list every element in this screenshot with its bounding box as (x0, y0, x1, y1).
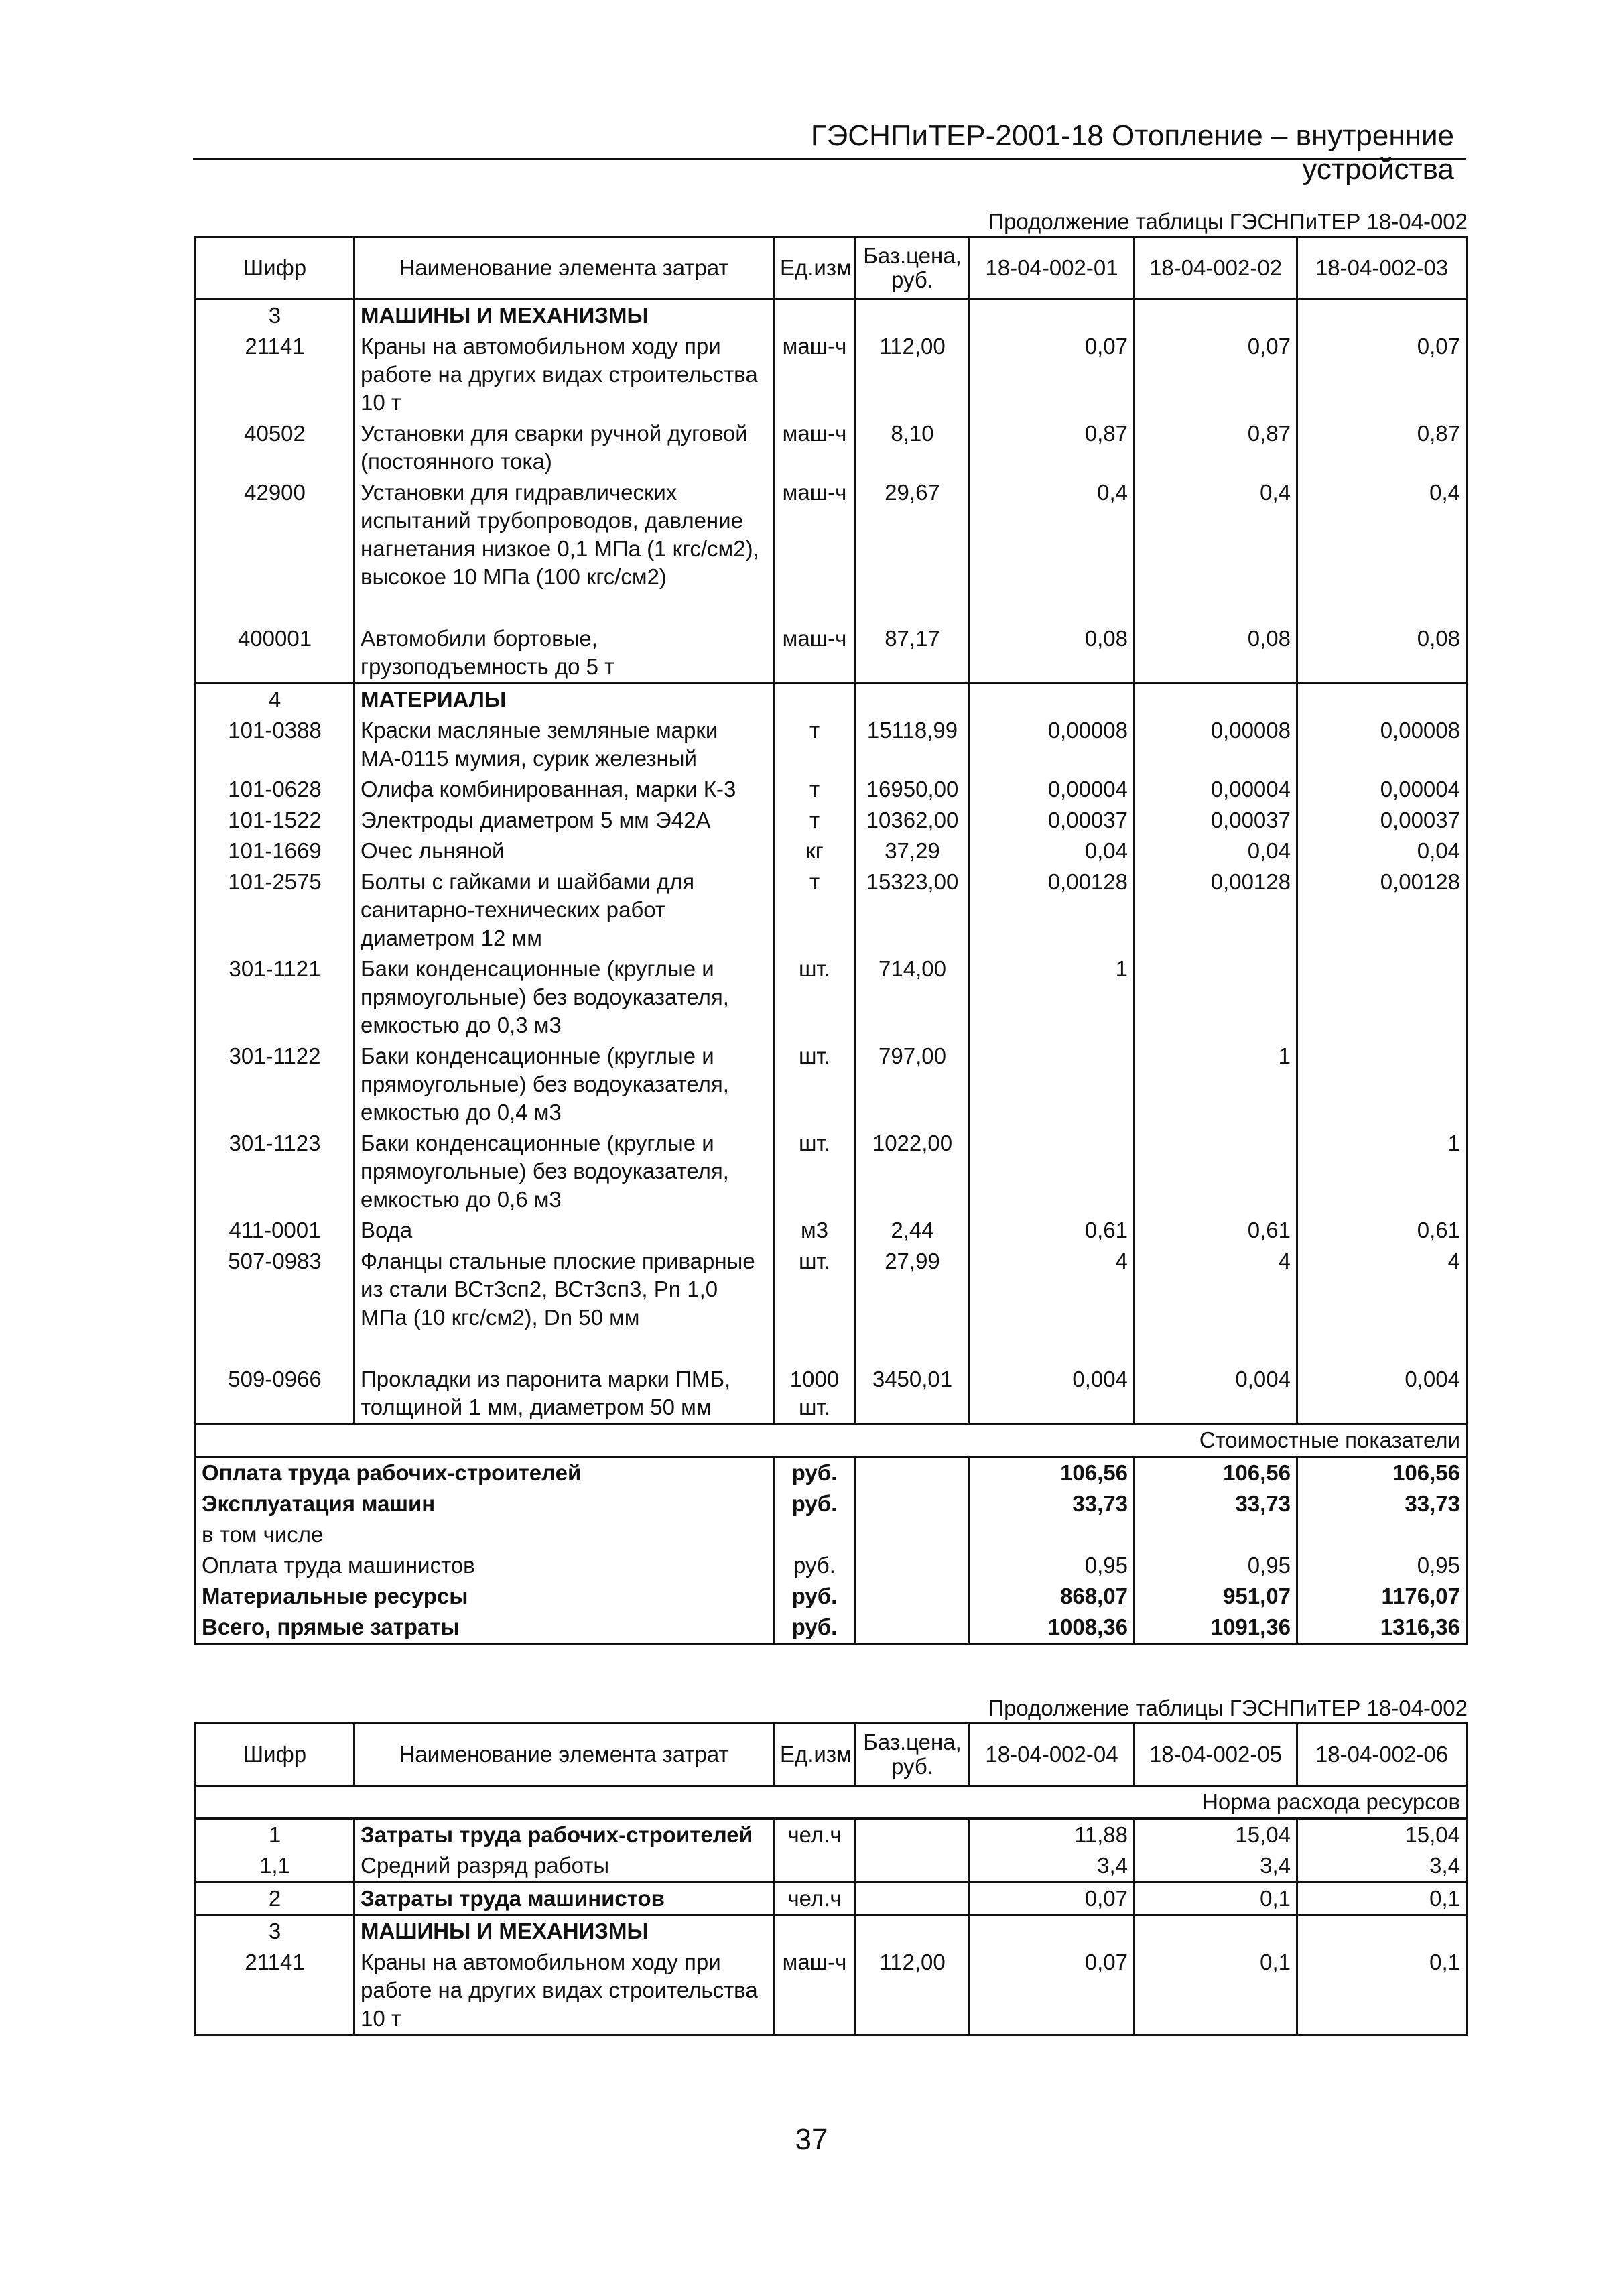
column-header-price: Баз.цена, руб. (856, 1724, 970, 1786)
row-price: 15118,99 (856, 715, 970, 774)
row-price (856, 1915, 970, 1948)
row-price: 29,67 (856, 477, 970, 592)
row-value-2: 4 (1134, 1246, 1297, 1333)
cost-indicators-row (196, 1424, 1467, 1457)
row-name: Краны на автомобильном ходу при работе на других видах строительства 10 т (354, 331, 774, 418)
row-value-1: 0,07 (970, 1947, 1134, 2035)
row-value-2: 0,1 (1134, 1947, 1297, 2035)
column-header-col1: 18-04-002-04 (970, 1724, 1134, 1786)
summary-value-1: 33,73 (970, 1488, 1134, 1519)
column-header-unit: Ед.изм (774, 1724, 856, 1786)
summary-value-2: 1091,36 (1134, 1612, 1297, 1644)
row-price: 10362,00 (856, 805, 970, 836)
row-value-2: 0,08 (1134, 623, 1297, 684)
row-name: МАШИНЫ И МЕХАНИЗМЫ (354, 1915, 774, 1948)
table-row (196, 331, 1467, 418)
row-price (856, 1883, 970, 1915)
row-code: 21141 (196, 331, 354, 418)
row-value-3 (1297, 954, 1467, 1041)
row-value-2 (1134, 1128, 1297, 1215)
table-row (196, 477, 1467, 592)
row-value-2: 0,1 (1134, 1883, 1297, 1915)
row-code: 101-0388 (196, 715, 354, 774)
summary-value-2 (1134, 1519, 1297, 1550)
row-name: МАШИНЫ И МЕХАНИЗМЫ (354, 300, 774, 332)
row-unit: шт. (774, 1128, 856, 1215)
row-value-1 (970, 1041, 1134, 1128)
row-value-3 (1297, 300, 1467, 332)
row-code: 411-0001 (196, 1215, 354, 1246)
row-value-2 (1134, 954, 1297, 1041)
summary-value-3: 1176,07 (1297, 1581, 1467, 1612)
summary-row (196, 1519, 1467, 1550)
table-row (196, 300, 1467, 332)
column-header-col3: 18-04-002-03 (1297, 237, 1467, 300)
row-value-1: 0,00128 (970, 867, 1134, 954)
table-row (196, 836, 1467, 867)
row-value-2 (1134, 300, 1297, 332)
row-code: 3 (196, 1915, 354, 1948)
summary-value-3: 1316,36 (1297, 1612, 1467, 1644)
column-header-price: Баз.цена, руб. (856, 237, 970, 300)
norm-label: Норма расхода ресурсов (196, 1786, 1467, 1819)
row-code: 301-1122 (196, 1041, 354, 1128)
row-code: 1,1 (196, 1850, 354, 1883)
row-price (856, 300, 970, 332)
row-code: 101-1669 (196, 836, 354, 867)
resource-table-2 (194, 1722, 1468, 2036)
row-value-3: 0,1 (1297, 1883, 1467, 1915)
row-unit: шт. (774, 954, 856, 1041)
summary-price (856, 1550, 970, 1581)
row-price: 27,99 (856, 1246, 970, 1333)
row-name: Установки для гидравлических испытаний трубопроводов, давление нагнетания низкое 0,1 МПа (1 кгс/см2), высокое 10 МПа (100 кгс/см2) (354, 477, 774, 592)
row-unit: т (774, 805, 856, 836)
row-name: Болты с гайками и шайбами для санитарно-технических работ диаметром 12 мм (354, 867, 774, 954)
row-name: Фланцы стальные плоские приварные из стали ВСт3сп2, ВСт3сп3, Pn 1,0 МПа (10 кгс/см2), Dn 50 мм (354, 1246, 774, 1333)
summary-value-3: 33,73 (1297, 1488, 1467, 1519)
row-value-1: 0,00008 (970, 715, 1134, 774)
summary-unit: руб. (774, 1457, 856, 1489)
table-row (196, 1915, 1467, 1948)
row-value-3: 0,61 (1297, 1215, 1467, 1246)
row-code: 101-0628 (196, 774, 354, 805)
norm-row (196, 1786, 1467, 1819)
column-header-unit: Ед.изм (774, 237, 856, 300)
row-value-3: 0,87 (1297, 418, 1467, 477)
row-value-3: 0,4 (1297, 477, 1467, 592)
row-code: 301-1121 (196, 954, 354, 1041)
table-row (196, 1850, 1467, 1883)
row-value-1 (970, 1128, 1134, 1215)
row-name: Очес льняной (354, 836, 774, 867)
row-value-1: 0,004 (970, 1364, 1134, 1424)
summary-price (856, 1519, 970, 1550)
row-value-1: 0,4 (970, 477, 1134, 592)
table2-caption: Продолжение таблицы ГЭСНПиТЕР 18-04-002 (988, 1696, 1468, 1720)
row-value-3: 1 (1297, 1128, 1467, 1215)
row-name: Электроды диаметром 5 мм Э42А (354, 805, 774, 836)
row-value-3 (1297, 684, 1467, 716)
row-value-2: 0,00037 (1134, 805, 1297, 836)
row-value-1 (970, 684, 1134, 716)
row-name: Олифа комбинированная, марки К-3 (354, 774, 774, 805)
row-code: 101-2575 (196, 867, 354, 954)
row-value-1: 0,07 (970, 1883, 1134, 1915)
row-unit: шт. (774, 1246, 856, 1333)
row-value-1: 4 (970, 1246, 1134, 1333)
table1-caption: Продолжение таблицы ГЭСНПиТЕР 18-04-002 (988, 209, 1468, 234)
row-name: Установки для сварки ручной дуговой (постоянного тока) (354, 418, 774, 477)
table-row (196, 1947, 1467, 2035)
table-header-row (196, 1724, 1467, 1786)
row-value-1 (970, 1915, 1134, 1948)
row-value-2: 0,87 (1134, 418, 1297, 477)
row-price (856, 684, 970, 716)
row-code: 42900 (196, 477, 354, 592)
summary-price (856, 1457, 970, 1489)
table-row (196, 684, 1467, 716)
row-price: 37,29 (856, 836, 970, 867)
row-name: Автомобили бортовые, грузоподъемность до 5 т (354, 623, 774, 684)
row-code: 4 (196, 684, 354, 716)
row-value-3: 0,00008 (1297, 715, 1467, 774)
table-row (196, 867, 1467, 954)
summary-value-1: 868,07 (970, 1581, 1134, 1612)
row-value-3: 0,1 (1297, 1947, 1467, 2035)
row-name: Баки конденсационные (круглые и прямоугольные) без водоуказателя, емкостью до 0,4 м3 (354, 1041, 774, 1128)
row-value-2: 0,07 (1134, 331, 1297, 418)
row-value-1: 0,04 (970, 836, 1134, 867)
row-name: Средний разряд работы (354, 1850, 774, 1883)
row-value-1: 3,4 (970, 1850, 1134, 1883)
row-price: 15323,00 (856, 867, 970, 954)
summary-unit: руб. (774, 1612, 856, 1644)
resource-table-1 (194, 236, 1468, 1645)
row-value-1: 11,88 (970, 1819, 1134, 1851)
summary-value-2: 106,56 (1134, 1457, 1297, 1489)
table-row (196, 774, 1467, 805)
summary-row (196, 1581, 1467, 1612)
row-value-3 (1297, 1041, 1467, 1128)
table-header-row (196, 237, 1467, 300)
row-value-3 (1297, 1915, 1467, 1948)
cost-indicators-label: Стоимостные показатели (196, 1424, 1467, 1457)
row-value-3: 0,004 (1297, 1364, 1467, 1424)
row-value-1: 0,00004 (970, 774, 1134, 805)
row-unit (774, 684, 856, 716)
summary-name: Оплата труда рабочих-строителей (196, 1457, 774, 1489)
row-value-3: 0,07 (1297, 331, 1467, 418)
summary-price (856, 1488, 970, 1519)
row-name: МАТЕРИАЛЫ (354, 684, 774, 716)
column-header-name: Наименование элемента затрат (354, 1724, 774, 1786)
row-value-2: 0,004 (1134, 1364, 1297, 1424)
summary-unit: руб. (774, 1550, 856, 1581)
row-value-1: 0,00037 (970, 805, 1134, 836)
column-header-col2: 18-04-002-05 (1134, 1724, 1297, 1786)
row-code: 301-1123 (196, 1128, 354, 1215)
summary-value-1: 0,95 (970, 1550, 1134, 1581)
summary-name: в том числе (196, 1519, 774, 1550)
row-price: 112,00 (856, 1947, 970, 2035)
summary-row (196, 1488, 1467, 1519)
row-value-1: 0,08 (970, 623, 1134, 684)
table-row (196, 1364, 1467, 1424)
page-number: 37 (795, 2123, 828, 2156)
row-name: Краски масляные земляные марки МА-0115 мумия, сурик железный (354, 715, 774, 774)
summary-unit (774, 1519, 856, 1550)
row-unit: чел.ч (774, 1819, 856, 1851)
column-header-code: Шифр (196, 237, 354, 300)
row-code: 507-0983 (196, 1246, 354, 1333)
row-price: 2,44 (856, 1215, 970, 1246)
table-row (196, 954, 1467, 1041)
row-price: 714,00 (856, 954, 970, 1041)
summary-value-2: 951,07 (1134, 1581, 1297, 1612)
row-price: 16950,00 (856, 774, 970, 805)
column-header-col1: 18-04-002-01 (970, 237, 1134, 300)
row-value-1: 0,07 (970, 331, 1134, 418)
row-value-3: 0,08 (1297, 623, 1467, 684)
row-unit: маш-ч (774, 1947, 856, 2035)
table-row (196, 1041, 1467, 1128)
row-value-1: 0,61 (970, 1215, 1134, 1246)
row-unit: маш-ч (774, 477, 856, 592)
row-unit: т (774, 774, 856, 805)
row-value-2: 15,04 (1134, 1819, 1297, 1851)
table-row (196, 418, 1467, 477)
row-value-2: 0,00008 (1134, 715, 1297, 774)
row-unit: маш-ч (774, 418, 856, 477)
row-value-1: 1 (970, 954, 1134, 1041)
summary-name: Эксплуатация машин (196, 1488, 774, 1519)
row-value-3: 4 (1297, 1246, 1467, 1333)
summary-name: Материальные ресурсы (196, 1581, 774, 1612)
row-value-3: 3,4 (1297, 1850, 1467, 1883)
running-header: ГЭСНПиТЕР-2001-18 Отопление – внутренние устройства (810, 119, 1454, 186)
row-price: 112,00 (856, 331, 970, 418)
row-code: 101-1522 (196, 805, 354, 836)
row-price: 1022,00 (856, 1128, 970, 1215)
row-name: Баки конденсационные (круглые и прямоугольные) без водоуказателя, емкостью до 0,3 м3 (354, 954, 774, 1041)
column-header-col3: 18-04-002-06 (1297, 1724, 1467, 1786)
summary-price (856, 1612, 970, 1644)
row-value-3: 0,00037 (1297, 805, 1467, 836)
summary-value-1: 106,56 (970, 1457, 1134, 1489)
row-value-3: 0,00128 (1297, 867, 1467, 954)
summary-unit: руб. (774, 1488, 856, 1519)
header-rule (193, 158, 1466, 160)
row-value-2: 0,61 (1134, 1215, 1297, 1246)
row-value-2: 0,00004 (1134, 774, 1297, 805)
row-value-2 (1134, 1915, 1297, 1948)
row-value-2 (1134, 684, 1297, 716)
row-unit (774, 1850, 856, 1883)
row-code: 400001 (196, 623, 354, 684)
row-unit: чел.ч (774, 1883, 856, 1915)
summary-name: Всего, прямые затраты (196, 1612, 774, 1644)
summary-row (196, 1550, 1467, 1581)
summary-unit: руб. (774, 1581, 856, 1612)
row-value-1: 0,87 (970, 418, 1134, 477)
row-unit: кг (774, 836, 856, 867)
table-row (196, 715, 1467, 774)
column-header-col2: 18-04-002-02 (1134, 237, 1297, 300)
row-value-2: 0,00128 (1134, 867, 1297, 954)
row-name: Затраты труда машинистов (354, 1883, 774, 1915)
summary-value-3 (1297, 1519, 1467, 1550)
summary-row (196, 1612, 1467, 1644)
row-price: 8,10 (856, 418, 970, 477)
table-row (196, 1215, 1467, 1246)
row-name: Краны на автомобильном ходу при работе на других видах строительства 10 т (354, 1947, 774, 2035)
table-row (196, 1128, 1467, 1215)
row-code: 21141 (196, 1947, 354, 2035)
row-unit: маш-ч (774, 331, 856, 418)
table-row (196, 1883, 1467, 1915)
spacer-row (196, 1333, 1467, 1364)
row-price: 797,00 (856, 1041, 970, 1128)
row-code: 40502 (196, 418, 354, 477)
row-value-3: 0,04 (1297, 836, 1467, 867)
row-value-3: 15,04 (1297, 1819, 1467, 1851)
row-unit: м3 (774, 1215, 856, 1246)
row-unit: 1000 шт. (774, 1364, 856, 1424)
table-row (196, 1246, 1467, 1333)
row-name: Баки конденсационные (круглые и прямоугольные) без водоуказателя, емкостью до 0,6 м3 (354, 1128, 774, 1215)
table-row (196, 1819, 1467, 1851)
row-name: Вода (354, 1215, 774, 1246)
row-unit: маш-ч (774, 623, 856, 684)
row-code: 509-0966 (196, 1364, 354, 1424)
row-value-3: 0,00004 (1297, 774, 1467, 805)
summary-value-1: 1008,36 (970, 1612, 1134, 1644)
row-unit: т (774, 867, 856, 954)
summary-value-2: 0,95 (1134, 1550, 1297, 1581)
summary-value-2: 33,73 (1134, 1488, 1297, 1519)
row-unit (774, 1915, 856, 1948)
column-header-name: Наименование элемента затрат (354, 237, 774, 300)
row-value-2: 1 (1134, 1041, 1297, 1128)
summary-name: Оплата труда машинистов (196, 1550, 774, 1581)
row-value-1 (970, 300, 1134, 332)
summary-value-1 (970, 1519, 1134, 1550)
row-price (856, 1819, 970, 1851)
table-row (196, 623, 1467, 684)
row-unit: шт. (774, 1041, 856, 1128)
row-unit (774, 300, 856, 332)
row-code: 2 (196, 1883, 354, 1915)
row-price: 3450,01 (856, 1364, 970, 1424)
summary-value-3: 0,95 (1297, 1550, 1467, 1581)
table-row (196, 805, 1467, 836)
row-name: Прокладки из паронита марки ПМБ, толщиной 1 мм, диаметром 50 мм (354, 1364, 774, 1424)
row-price (856, 1850, 970, 1883)
spacer-row (196, 592, 1467, 623)
row-value-2: 0,04 (1134, 836, 1297, 867)
row-unit: т (774, 715, 856, 774)
summary-value-3: 106,56 (1297, 1457, 1467, 1489)
row-name: Затраты труда рабочих-строителей (354, 1819, 774, 1851)
row-code: 3 (196, 300, 354, 332)
summary-row (196, 1457, 1467, 1489)
row-value-2: 3,4 (1134, 1850, 1297, 1883)
summary-price (856, 1581, 970, 1612)
row-price: 87,17 (856, 623, 970, 684)
row-code: 1 (196, 1819, 354, 1851)
column-header-code: Шифр (196, 1724, 354, 1786)
row-value-2: 0,4 (1134, 477, 1297, 592)
